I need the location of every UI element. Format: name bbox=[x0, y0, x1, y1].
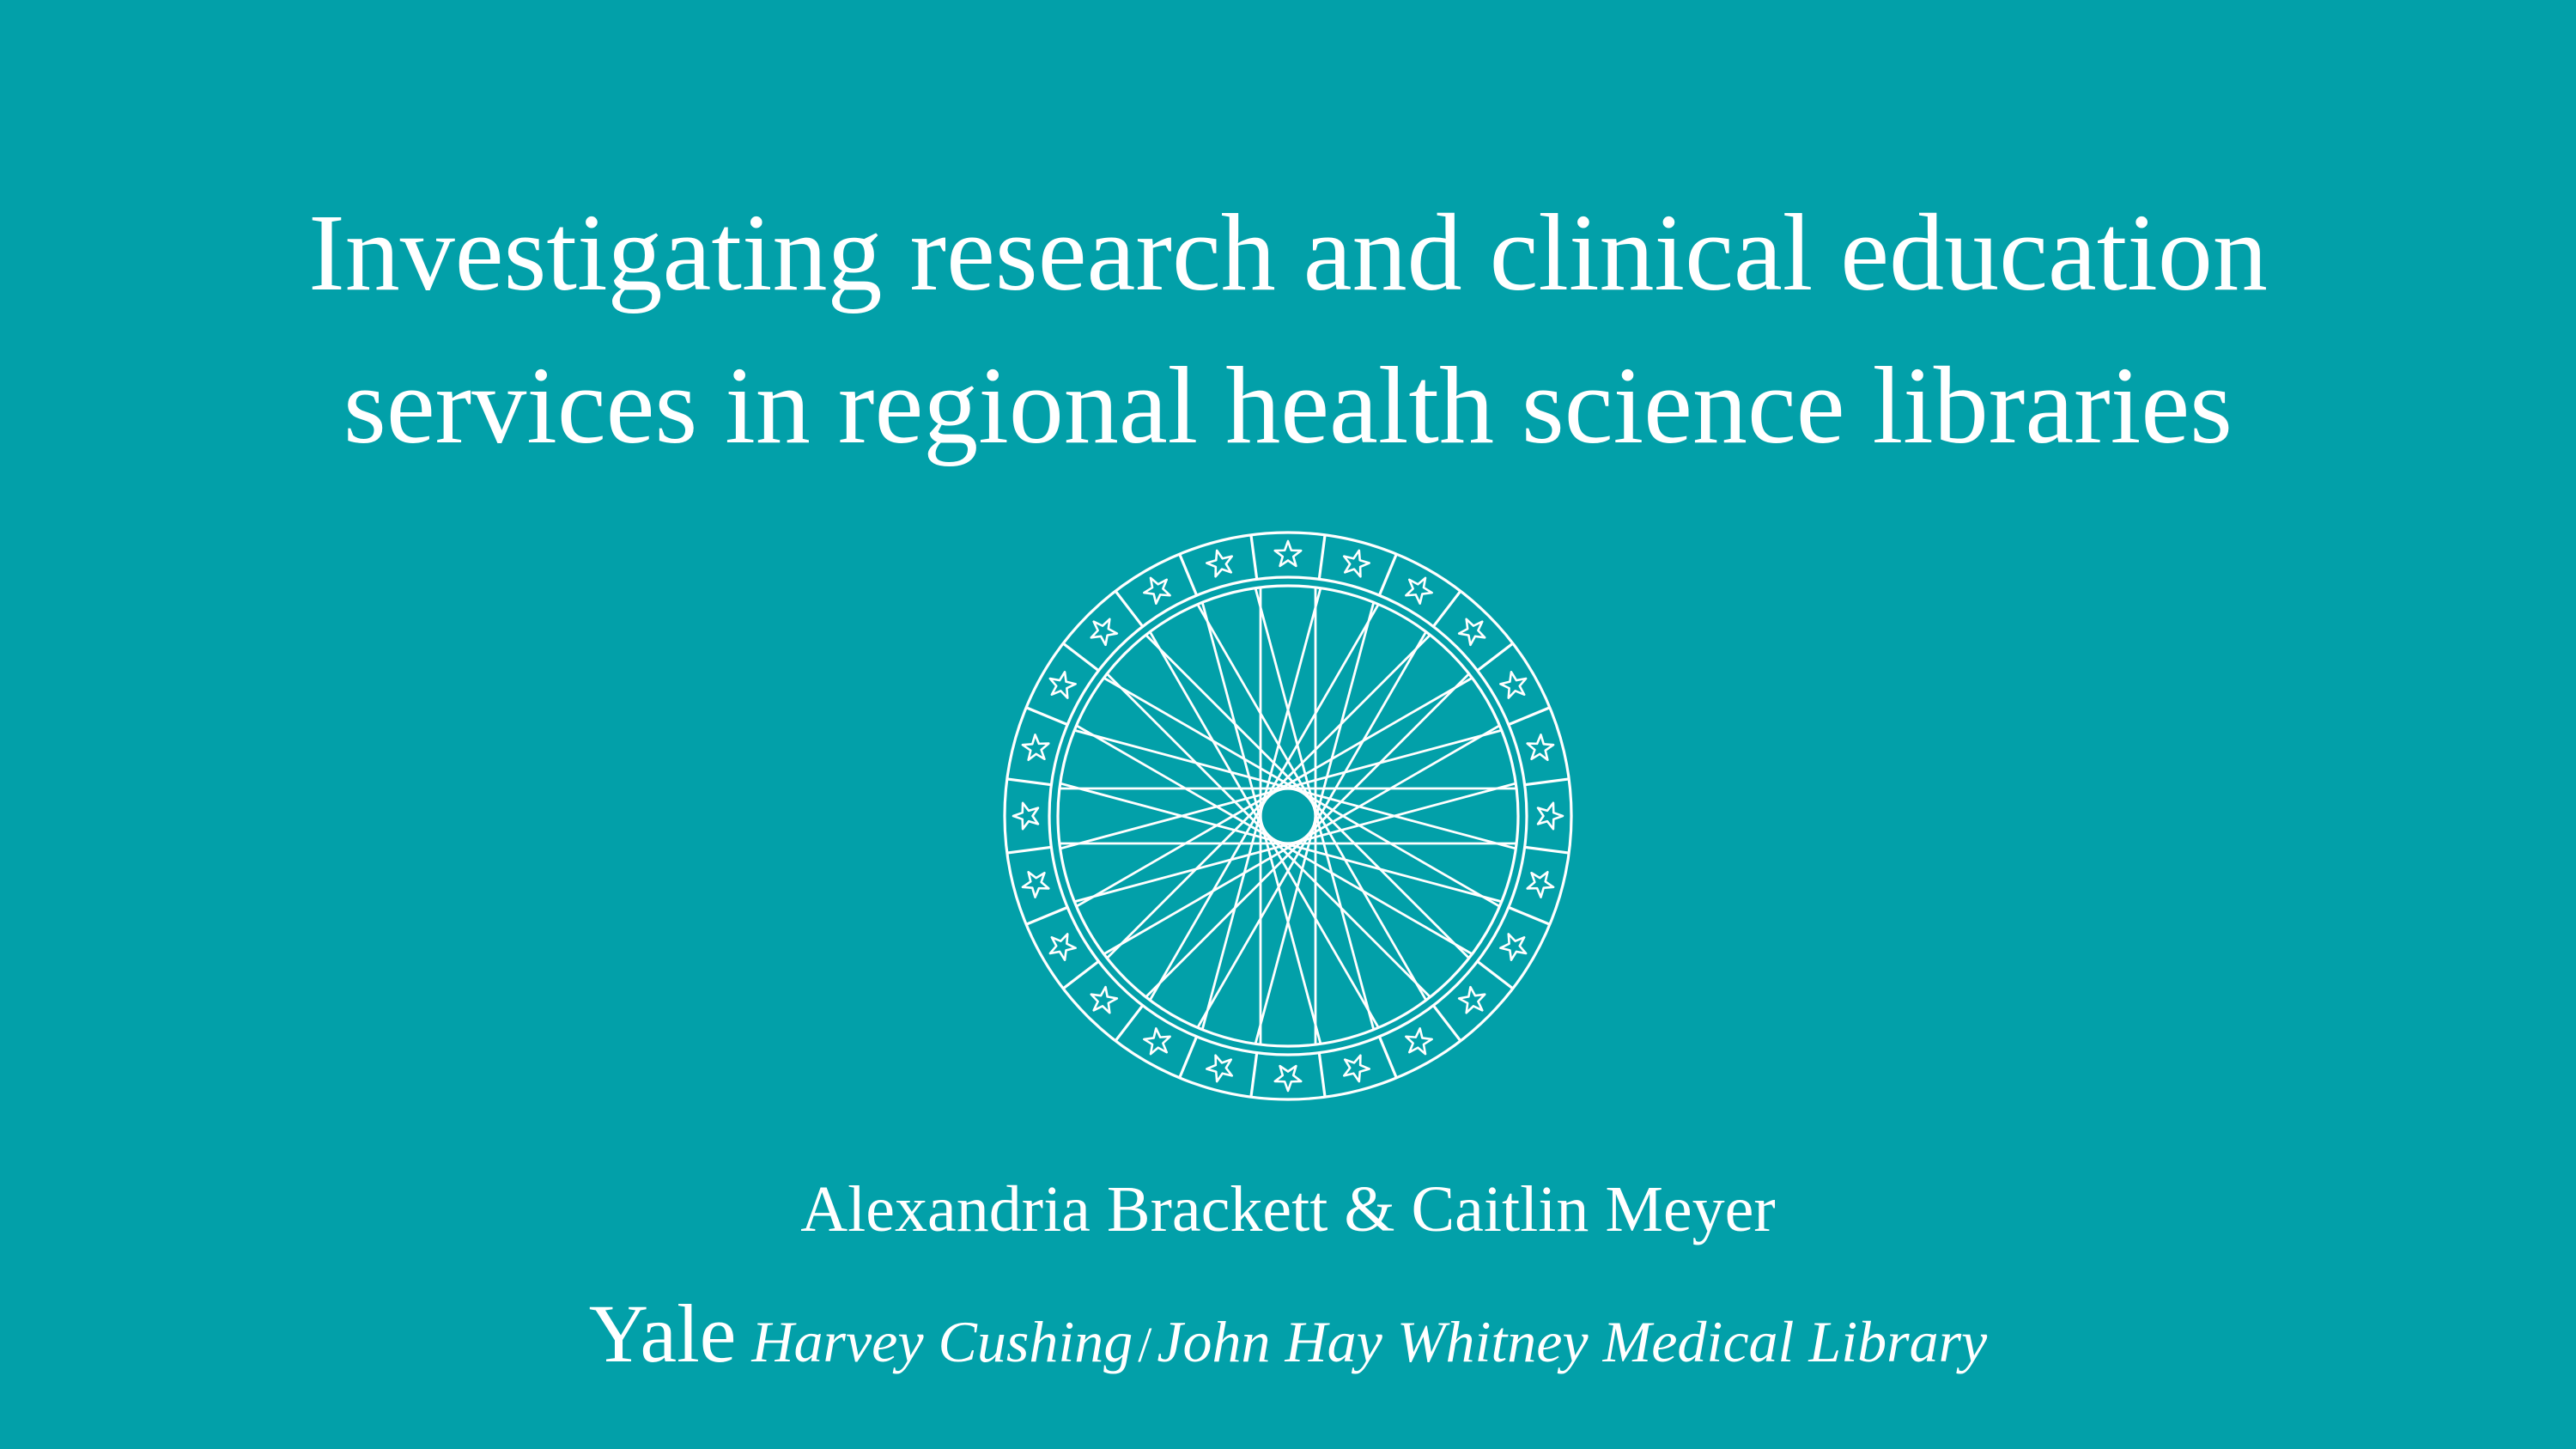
seal-star-icon bbox=[1050, 672, 1076, 697]
seal-band-divider bbox=[1115, 1006, 1143, 1041]
library-name-separator: / bbox=[1138, 1317, 1152, 1373]
seal-band-divider bbox=[1379, 554, 1396, 595]
authors: Alexandria Brackett & Caitlin Meyer bbox=[800, 1173, 1776, 1245]
seal-band-divider bbox=[1478, 643, 1513, 671]
title-line-2: services in regional health science libraries bbox=[343, 344, 2233, 466]
seal-star-icon bbox=[1275, 541, 1301, 566]
seal-band-divider bbox=[1509, 907, 1550, 924]
seal-star-icon bbox=[1144, 1028, 1170, 1054]
seal-star-icon bbox=[1459, 987, 1485, 1013]
seal-star-icon bbox=[1344, 551, 1369, 576]
seal-star-icon bbox=[1091, 619, 1117, 645]
seal-star-icon bbox=[1528, 734, 1553, 759]
seal-band-divider bbox=[1251, 535, 1257, 580]
seal-star-icon bbox=[1206, 1056, 1231, 1081]
seal-band-divider bbox=[1319, 1053, 1325, 1098]
seal-star-icon bbox=[1023, 734, 1048, 759]
yale-wordmark: Yale bbox=[588, 1288, 737, 1379]
seal-star-icon bbox=[1013, 803, 1038, 829]
slide-title bbox=[0, 176, 2576, 482]
seal-star-icon bbox=[1500, 934, 1526, 959]
seal-star-icon bbox=[1406, 578, 1431, 604]
seal-band-divider bbox=[1026, 708, 1067, 725]
seal-band-divider bbox=[1180, 1037, 1197, 1078]
seal-band-divider bbox=[1379, 1037, 1396, 1078]
seal-band-divider bbox=[1007, 847, 1052, 853]
seal-band-divider bbox=[1478, 961, 1513, 989]
seal-star-icon bbox=[1144, 578, 1170, 604]
library-name-part-2: John Hay Whitney Medical Library bbox=[1157, 1309, 1988, 1374]
seal-star-icon bbox=[1459, 619, 1485, 645]
seal-star-icon bbox=[1275, 1066, 1301, 1091]
seal-star-icon bbox=[1500, 672, 1526, 697]
seal-band-divider bbox=[1007, 779, 1052, 785]
seal-band-divider bbox=[1026, 907, 1067, 924]
seal-star-icon bbox=[1344, 1056, 1369, 1081]
library-name-part-1: Harvey Cushing bbox=[751, 1309, 1133, 1374]
affiliation bbox=[0, 1287, 2576, 1405]
seal-star-icon bbox=[1206, 551, 1231, 576]
seal-star-icon bbox=[1406, 1028, 1431, 1054]
library-name bbox=[751, 1309, 1987, 1374]
seal-star-icon bbox=[1528, 872, 1553, 897]
seal-star-icon bbox=[1050, 934, 1076, 959]
seal-band-divider bbox=[1525, 779, 1570, 785]
seal-band-divider bbox=[1251, 1053, 1257, 1098]
seal-band-divider bbox=[1180, 554, 1197, 595]
seal-band-ring bbox=[1049, 577, 1527, 1055]
seal-star-icon bbox=[1538, 803, 1563, 829]
seal-band-divider bbox=[1433, 1006, 1461, 1041]
seal-inner-ring bbox=[1058, 586, 1518, 1046]
seal-star-icon bbox=[1023, 872, 1048, 897]
seal-outer-ring bbox=[1005, 533, 1571, 1099]
seal-band-divider bbox=[1063, 961, 1098, 989]
seal-band-divider bbox=[1433, 591, 1461, 626]
seal-band-divider bbox=[1063, 643, 1098, 671]
seal-star-icon bbox=[1091, 987, 1117, 1013]
starburst-seal-icon bbox=[1000, 528, 1576, 1104]
seal-band-divider bbox=[1115, 591, 1143, 626]
seal-band-divider bbox=[1319, 535, 1325, 580]
title-line-1: Investigating research and clinical education bbox=[308, 192, 2268, 314]
seal-band-divider bbox=[1525, 847, 1570, 853]
seal-band-divider bbox=[1509, 708, 1550, 725]
